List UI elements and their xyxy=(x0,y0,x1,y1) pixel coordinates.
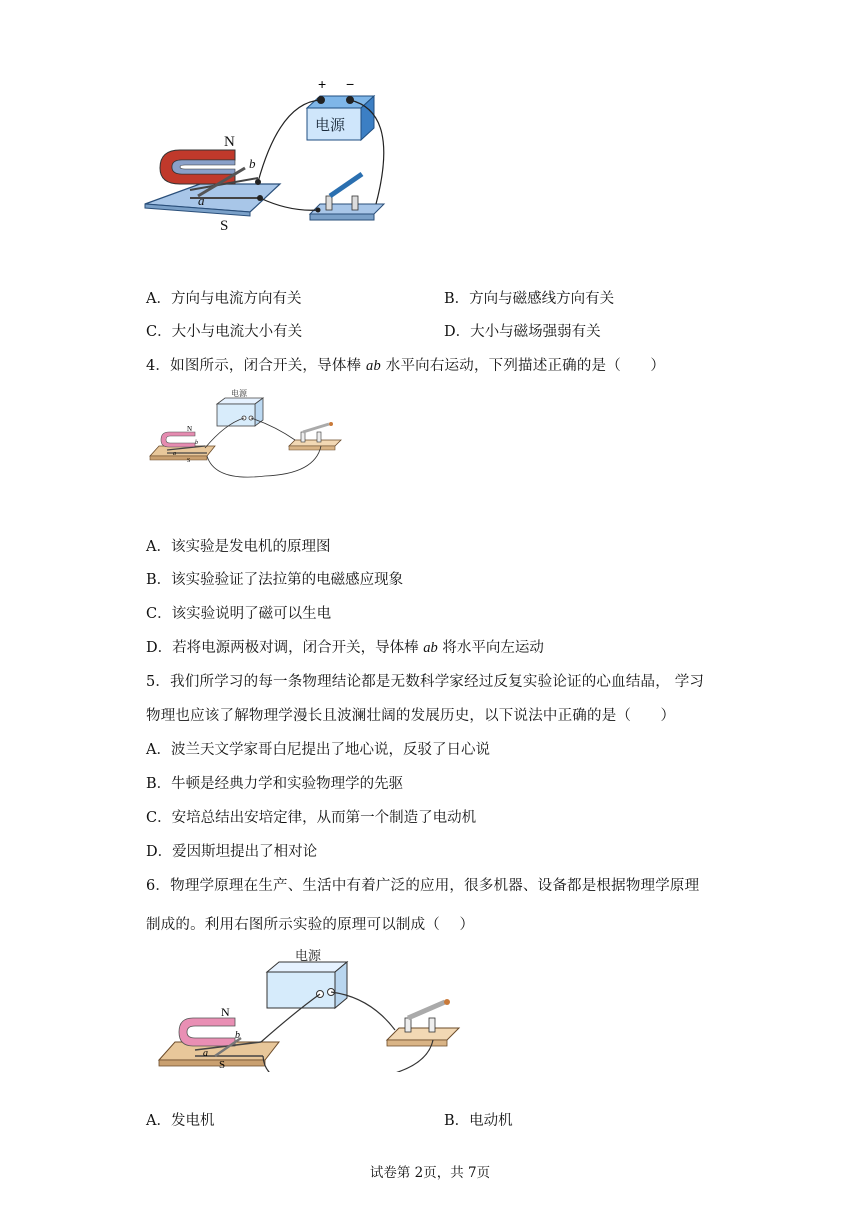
q6-switch xyxy=(387,999,459,1046)
q6-label-N: N xyxy=(221,1005,230,1019)
q6-label-b: b xyxy=(235,1030,240,1041)
q4-horseshoe-magnet xyxy=(161,432,195,447)
q4-label-a: a xyxy=(173,451,176,457)
q4-figure xyxy=(145,384,365,484)
q3-option-B: B．方向与磁感线方向有关 xyxy=(444,291,615,307)
q4-option-A: A．该实验是发电机的原理图 xyxy=(146,539,331,555)
q5-option-A: A．波兰天文学家哥白尼提出了地心说，反驳了日心说 xyxy=(146,742,490,758)
q3-power-label: 电源 xyxy=(315,116,346,134)
q3-label-S: S xyxy=(220,218,229,234)
q5-option-D: D．爱因斯坦提出了相对论 xyxy=(146,844,318,860)
q4-stem-pre: 4．如图所示，闭合开关，导体棒 xyxy=(146,358,367,374)
q4-option-B: B．该实验验证了法拉第的电磁感应现象 xyxy=(146,572,404,588)
q4-label-S: S xyxy=(187,458,191,464)
q4-option-C: C．该实验说明了磁可以生电 xyxy=(146,606,332,622)
q3-switch xyxy=(310,174,384,220)
q6-option-A: A．发电机 xyxy=(146,1113,215,1129)
q4-power-label: 电源 xyxy=(231,389,247,398)
q6-stem-line2: 制成的。利用右图所示实验的原理可以制成（ ） xyxy=(146,917,475,933)
q6-power-supply xyxy=(267,948,347,1008)
q4-label-b: b xyxy=(195,440,198,446)
q3-horseshoe-magnet xyxy=(160,150,235,184)
q4-option-D-ab: ab xyxy=(423,640,438,656)
q5-stem-line2: 物理也应该了解物理学漫长且波澜壮阔的发展历史，以下说法中正确的是（ ） xyxy=(146,708,676,724)
q3-label-b: b xyxy=(249,156,256,171)
q6-label-S: S xyxy=(219,1059,226,1071)
q4-option-D-post: 将水平向左运动 xyxy=(437,640,544,656)
q4-option-D xyxy=(146,636,544,657)
q6-stem-line1: 6．物理学原理在生产、生活中有着广泛的应用，很多机器、设备都是根据物理学原理 xyxy=(146,878,700,894)
q3-label-N: N xyxy=(224,134,235,150)
q3-option-D: D．大小与磁场强弱有关 xyxy=(444,324,601,340)
q4-option-D-pre: D．若将电源两极对调，闭合开关，导体棒 xyxy=(146,640,424,656)
q3-option-A: A．方向与电流方向有关 xyxy=(146,291,302,307)
q6-horseshoe-magnet xyxy=(179,1018,235,1046)
q3-label-a: a xyxy=(198,193,205,208)
q6-power-label: 电源 xyxy=(295,949,322,964)
q3-power-supply xyxy=(307,76,374,140)
q3-figure xyxy=(140,72,400,237)
q4-stem-ab: ab xyxy=(366,358,381,374)
q4-stem xyxy=(146,354,665,375)
q5-stem-line1: 5．我们所学习的每一条物理结论都是无数科学家经过反复实验论证的心血结晶， 学习 xyxy=(146,674,705,690)
q3-plus-sign: + xyxy=(318,76,327,92)
q4-stem-post: 水平向右运动，下列描述正确的是（ ） xyxy=(380,358,666,374)
q5-option-B: B．牛顿是经典力学和实验物理学的先驱 xyxy=(146,776,404,792)
q6-figure xyxy=(155,942,465,1072)
q4-power-supply xyxy=(217,388,263,426)
q6-option-B: B．电动机 xyxy=(444,1113,513,1129)
q3-minus-sign: − xyxy=(346,76,355,92)
page-footer: 试卷第 2页，共 7页 xyxy=(369,1165,491,1181)
q4-label-N: N xyxy=(187,425,193,433)
q5-option-C: C．安培总结出安培定律，从而第一个制造了电动机 xyxy=(146,810,477,826)
q4-switch xyxy=(289,422,341,450)
q3-option-C: C．大小与电流大小有关 xyxy=(146,324,303,340)
q6-label-a: a xyxy=(203,1048,208,1059)
